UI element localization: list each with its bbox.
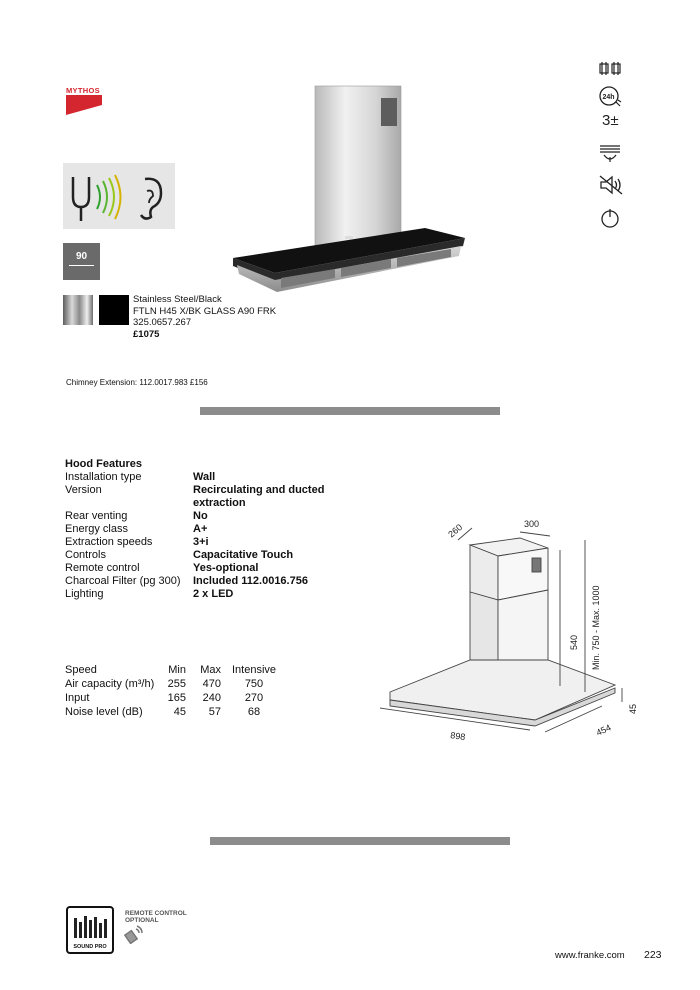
width-value: 90 (75, 251, 88, 262)
mute-icon (598, 174, 624, 196)
dimension-diagram (370, 510, 645, 800)
width-90-badge (63, 243, 100, 280)
chimney-extension-text: Chimney Extension: 112.0017.983 £156 (66, 378, 208, 387)
dim-chimney: 540 (569, 634, 579, 650)
divider-bar-top (200, 407, 500, 415)
dim-depth: 454 (594, 722, 613, 738)
features-title: Hood Features (65, 458, 143, 470)
brand-triangle (66, 95, 102, 115)
speeds-text: 3± (602, 112, 619, 129)
stainless-steel-swatch (63, 295, 93, 325)
grease-filter-icon (598, 143, 624, 165)
timer-24h-text: 24h (602, 94, 615, 101)
divider-bar-bottom (210, 837, 510, 845)
sound-illustration (63, 163, 175, 229)
dim-top-depth: 260 (446, 522, 465, 540)
speeds-3-plus-icon (598, 112, 624, 134)
remote-control-icon (124, 924, 144, 949)
product-finish: Stainless Steel/Black (133, 294, 222, 305)
dim-width: 898 (449, 730, 466, 743)
sound-pro-label: SOUND PRO (73, 944, 107, 950)
timer-24h-icon (598, 84, 624, 106)
sound-pro-badge (66, 906, 114, 954)
dim-thickness: 45 (628, 703, 638, 714)
width-arrow-icon (69, 265, 94, 266)
footer-url[interactable]: www.franke.com (555, 950, 625, 961)
remote-control-label: REMOTE CONTROL OPTIONAL (125, 910, 187, 924)
black-swatch (99, 295, 129, 325)
dim-height-range: Min. 750 - Max. 1000 (591, 585, 601, 670)
led-lights-icon (598, 60, 624, 82)
product-model: FTLN H45 X/BK GLASS A90 FRK (133, 305, 277, 317)
power-icon (598, 207, 624, 229)
page-number: 223 (644, 949, 662, 961)
dim-top-width: 300 (524, 519, 540, 529)
brand-label: MYTHOS (66, 86, 100, 95)
product-price: £1075 (133, 328, 160, 340)
hood-product-image (225, 78, 470, 293)
product-info (133, 294, 276, 340)
product-code: 325.0657.267 (133, 317, 192, 328)
